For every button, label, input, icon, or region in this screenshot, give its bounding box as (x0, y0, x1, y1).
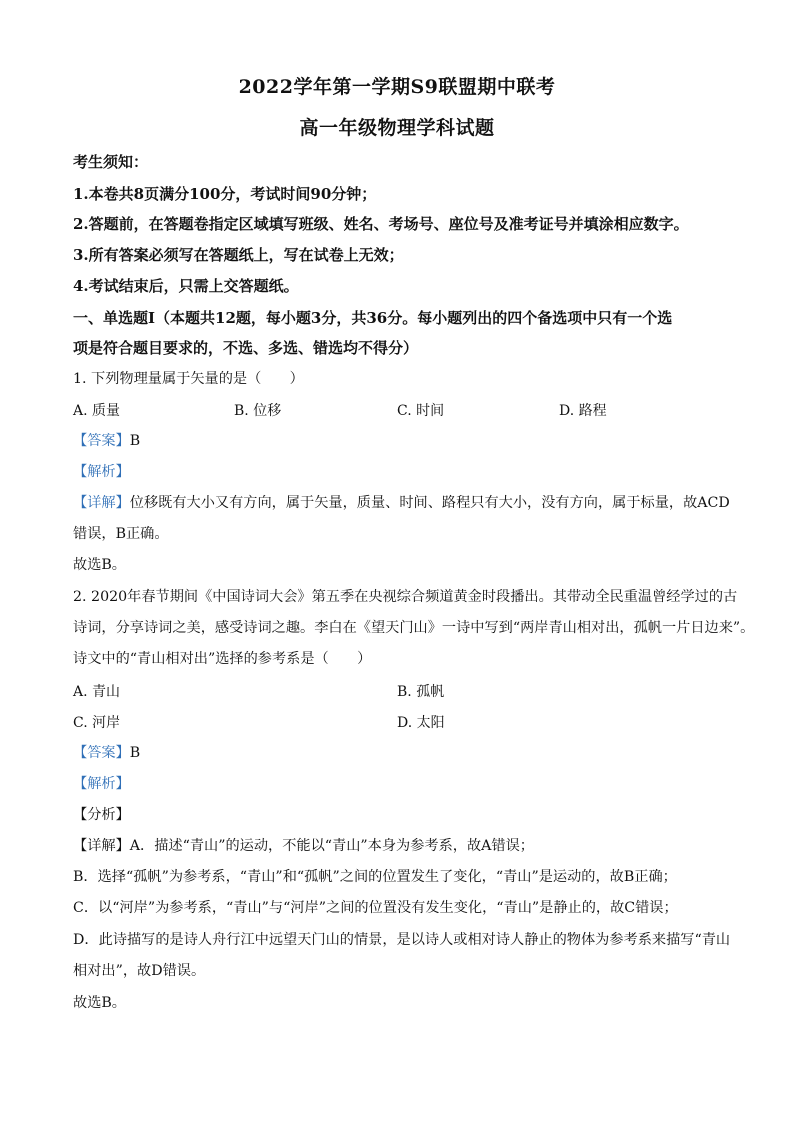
q2-option-a: A. 青山 (73, 684, 121, 700)
q1-detail-text1: 位移既有大小又有方向，属于矢量，质量、时间、路程只有大小，没有方向，属于标量，故ACD (129, 495, 730, 511)
q2-detail-d-line1: D．此诗描写的是诗人舟行江中远望天门山的情景，是以诗人或相对诗人静止的物体为参考系来描写“青山 (73, 932, 731, 948)
q1-answer-tag: 【答案】 (73, 433, 130, 449)
q2-detail-a-row (73, 836, 733, 856)
q2-stem-line2: 诗词，分享诗词之美，感受诗词之趣。李白在《望天门山》一诗中写到“两岸青山相对出，孤帆一片日边来”。 (73, 620, 755, 636)
q1-option-b: B. 位移 (234, 403, 282, 419)
q2-stem-line1: 2. 2020年春节期间《中国诗词大会》第五季在央视综合频道黄金时段播出。其带动全民重温曾经学过的古 (73, 589, 738, 605)
q1-answer-row (73, 431, 733, 451)
q2-stem-line3: 诗文中的“青山相对出”选择的参考系是（ ） (73, 651, 372, 667)
q2-detail-d-line2: 相对出”，故D错误。 (73, 963, 206, 979)
q1-detail-line1 (73, 493, 733, 513)
notice-item-1: 1.本卷共8页满分100分，考试时间90分钟； (73, 185, 377, 203)
notice-item-3: 3.所有答案必须写在答题纸上，写在试卷上无效； (73, 246, 404, 264)
q2-conclusion: 故选B。 (73, 995, 126, 1011)
q2-answer-row (73, 743, 733, 763)
q1-stem: 1. 下列物理量属于矢量的是（ ） (73, 371, 304, 387)
exam-subtitle: 高一年级物理学科试题 (299, 117, 495, 139)
notice-heading: 考生须知： (73, 153, 149, 171)
q1-option-d: D. 路程 (559, 403, 607, 419)
q2-answer-tag: 【答案】 (73, 745, 130, 761)
q1-analysis-tag: 【解析】 (73, 464, 130, 480)
q2-detail-c: C．以“河岸”为参考系，“青山”与“河岸”之间的位置没有发生变化，“青山”是静止的，故C错误； (73, 900, 678, 916)
q1-option-c: C. 时间 (397, 403, 445, 419)
q1-option-a: A. 质量 (73, 403, 121, 419)
notice-item-2: 2.答题前，在答题卷指定区域填写班级、姓名、考场号、座位号及准考证号并填涂相应数字。 (73, 215, 689, 233)
q1-answer: B (129, 433, 141, 449)
section-heading-line2: 项是符合题目要求的，不选、多选、错选均不得分） (73, 339, 419, 357)
q2-answer: B (129, 745, 141, 761)
q2-detail-a: A．描述“青山”的运动，不能以“青山”本身为参考系，故A错误； (129, 838, 534, 854)
notice-item-4: 4.考试结束后，只需上交答题纸。 (73, 277, 299, 295)
q1-conclusion: 故选B。 (73, 557, 126, 573)
q2-detail-b: B．选择“孤帆”为参考系，“青山”和“孤帆”之间的位置发生了变化，“青山”是运动的，故B正确； (73, 869, 677, 885)
q1-detail-tag: 【详解】 (73, 495, 130, 511)
q2-option-b: B. 孤帆 (397, 684, 445, 700)
q2-option-c: C. 河岸 (73, 715, 121, 731)
q2-detail-tag: 【详解】 (73, 838, 130, 854)
q2-analysis-tag: 【解析】 (73, 776, 130, 792)
q1-detail-line2: 错误，B正确。 (73, 526, 169, 542)
section-heading-line1: 一、单选题I（本题共12题，每小题3分，共36分。每小题列出的四个备选项中只有一个选 (73, 309, 673, 327)
q2-option-d: D. 太阳 (397, 715, 445, 731)
q2-fenxi-tag: 【分析】 (73, 807, 130, 823)
exam-title: 2022学年第一学期S9联盟期中联考 (238, 76, 556, 98)
